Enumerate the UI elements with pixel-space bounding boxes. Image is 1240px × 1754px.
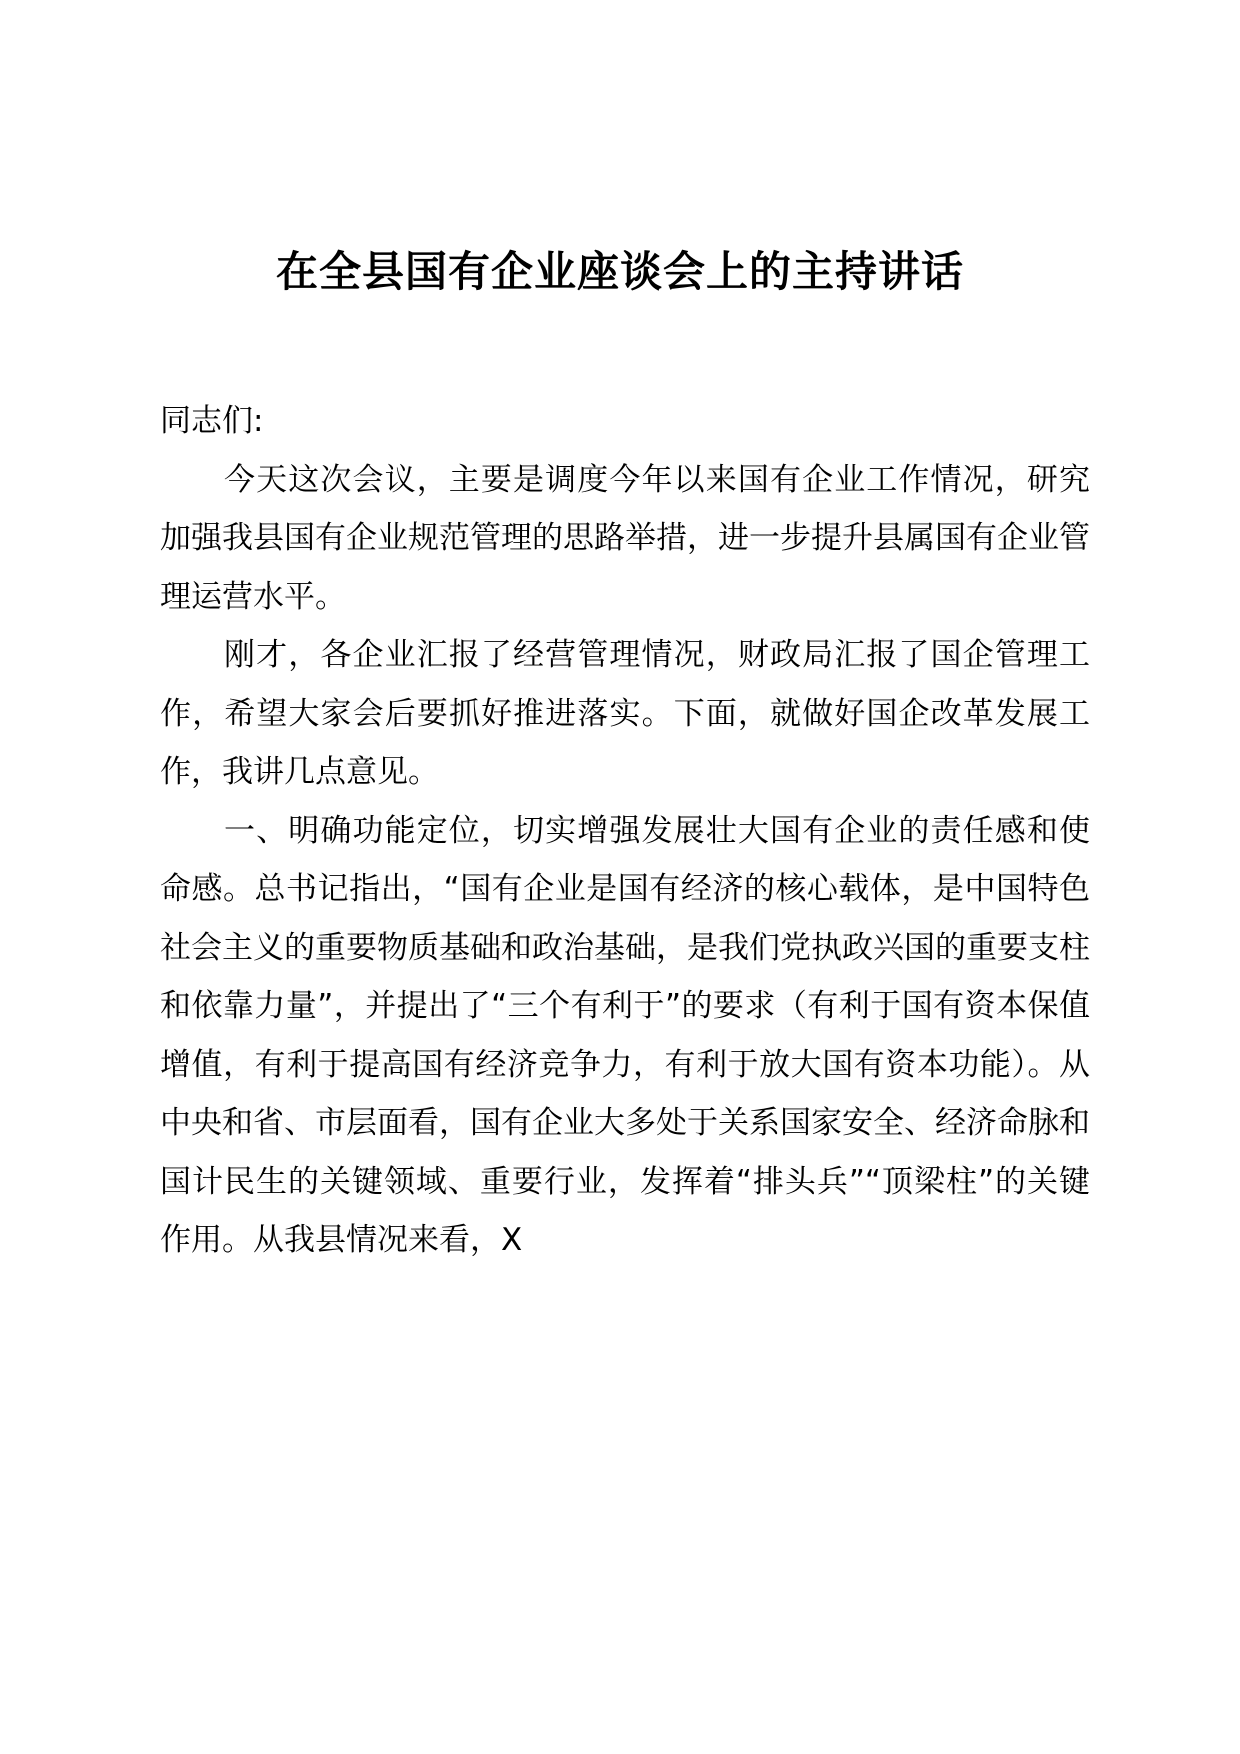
document-body [160,392,1090,1270]
paragraph-section-one: 一、明确功能定位，切实增强发展壮大国有企业的责任感和使命感。总书记指出，“国有企业是国有经济的核心载体，是中国特色社会主义的重要物质基础和政治基础，是我们党执政兴国的重要支柱和依靠力量”，并提出了“三个有利于”的要求（有利于国有资本保值增值，有利于提高国有经济竞争力，有利于放大国有资本功能）。从中央和省、市层面看，国有企业大多处于关系国家安全、经济命脉和国计民生的关键领域、重要行业，发挥着“排头兵”“顶梁柱”的关键作用。从我县情况来看，X [160,812,1090,1258]
document-title: 在全县国有企业座谈会上的主持讲话 [275,247,964,296]
greeting: 同志们: [160,403,264,439]
paragraph-reports: 刚才，各企业汇报了经营管理情况，财政局汇报了国企管理工作，希望大家会后要抓好推进落实。下面，就做好国企改革发展工作，我讲几点意见。 [160,637,1090,790]
paragraph-opening: 今天这次会议，主要是调度今年以来国有企业工作情况，研究加强我县国有企业规范管理的思路举措，进一步提升县属国有企业管理运营水平。 [160,461,1090,615]
